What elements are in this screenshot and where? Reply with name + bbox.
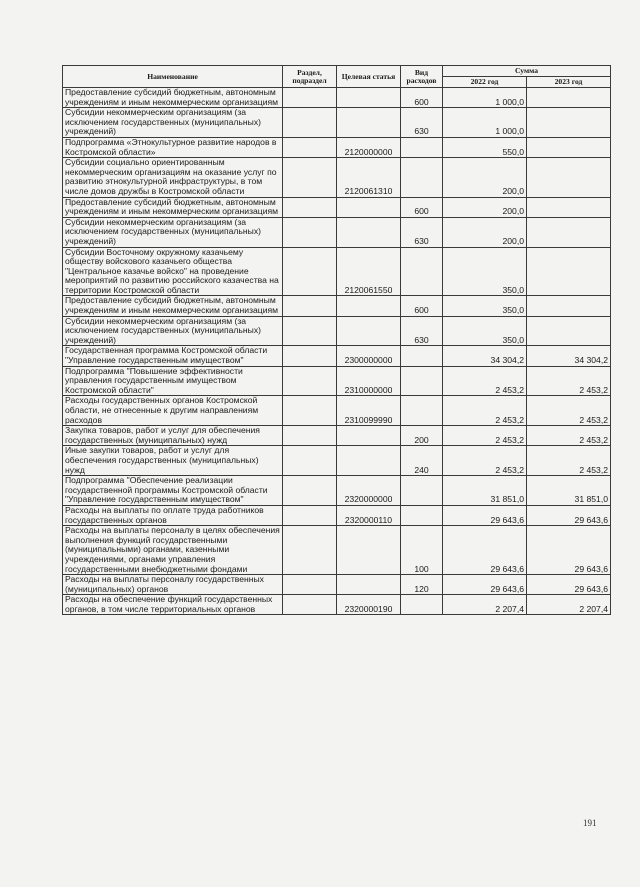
cell-sum-2022: 350,0 <box>443 316 527 346</box>
cell-type: 600 <box>401 296 443 316</box>
table-row <box>63 137 611 157</box>
cell-section <box>283 346 337 366</box>
cell-target <box>337 296 401 316</box>
cell-type: 240 <box>401 446 443 476</box>
header-type: Вид расходов <box>401 66 443 88</box>
table-row <box>63 446 611 476</box>
cell-section <box>283 426 337 446</box>
cell-type: 630 <box>401 108 443 138</box>
header-section: Раздел, подраздел <box>283 66 337 88</box>
cell-target <box>337 197 401 217</box>
table-row <box>63 575 611 595</box>
cell-name: Предоставление субсидий бюджетным, автономным учреждениям и иным некоммерческим организациям <box>63 296 283 316</box>
cell-name: Расходы на выплаты персоналу государственных (муниципальных) органов <box>63 575 283 595</box>
cell-name: Государственная программа Костромской области "Управление государственным имуществом" <box>63 346 283 366</box>
cell-type <box>401 505 443 525</box>
cell-section <box>283 526 337 575</box>
header-target: Целевая статья <box>337 66 401 88</box>
table-row <box>63 595 611 615</box>
cell-sum-2023: 2 453,2 <box>527 446 611 476</box>
cell-sum-2022: 1 000,0 <box>443 108 527 138</box>
cell-sum-2023: 29 643,6 <box>527 505 611 525</box>
cell-sum-2023 <box>527 158 611 197</box>
table-row <box>63 197 611 217</box>
cell-sum-2023: 2 453,2 <box>527 366 611 396</box>
cell-sum-2023: 29 643,6 <box>527 575 611 595</box>
cell-sum-2022: 29 643,6 <box>443 526 527 575</box>
page-number: 191 <box>583 818 597 828</box>
cell-target: 2320000000 <box>337 476 401 506</box>
cell-sum-2023 <box>527 296 611 316</box>
cell-section <box>283 158 337 197</box>
cell-sum-2023 <box>527 108 611 138</box>
cell-target: 2120061310 <box>337 158 401 197</box>
cell-target <box>337 316 401 346</box>
cell-sum-2023 <box>527 217 611 247</box>
cell-type: 600 <box>401 88 443 108</box>
cell-section <box>283 575 337 595</box>
table-row <box>63 476 611 506</box>
cell-name: Расходы на выплаты персоналу в целях обеспечения выполнения функций государственными (муниципальными) органами, казенными учреждениями, органами управления государственными внебюджетными фондами <box>63 526 283 575</box>
cell-target <box>337 217 401 247</box>
cell-target <box>337 426 401 446</box>
cell-sum-2022: 29 643,6 <box>443 575 527 595</box>
table-row <box>63 108 611 138</box>
cell-name: Субсидии социально ориентированным некоммерческим организациям на оказание услуг по развитию этнокультурной инфраструктуры, в том числе домов дружбы в Костромской области <box>63 158 283 197</box>
cell-target: 2310000000 <box>337 366 401 396</box>
cell-sum-2023: 31 851,0 <box>527 476 611 506</box>
cell-type <box>401 396 443 426</box>
cell-section <box>283 247 337 296</box>
table-row <box>63 247 611 296</box>
cell-sum-2023: 29 643,6 <box>527 526 611 575</box>
cell-sum-2023 <box>527 137 611 157</box>
cell-sum-2022: 29 643,6 <box>443 505 527 525</box>
cell-sum-2022: 2 453,2 <box>443 446 527 476</box>
table-row <box>63 296 611 316</box>
header-year-2022: 2022 год <box>443 77 527 88</box>
cell-name: Подпрограмма "Повышение эффективности управления государственным имуществом Костромской области" <box>63 366 283 396</box>
table-row <box>63 505 611 525</box>
cell-sum-2022: 550,0 <box>443 137 527 157</box>
cell-sum-2022: 2 453,2 <box>443 396 527 426</box>
table-row <box>63 426 611 446</box>
cell-type: 630 <box>401 316 443 346</box>
cell-section <box>283 446 337 476</box>
cell-sum-2023 <box>527 197 611 217</box>
cell-section <box>283 476 337 506</box>
cell-type <box>401 366 443 396</box>
cell-sum-2022: 2 453,2 <box>443 366 527 396</box>
cell-sum-2022: 2 207,4 <box>443 595 527 615</box>
cell-section <box>283 366 337 396</box>
cell-target: 2310099990 <box>337 396 401 426</box>
cell-sum-2022: 1 000,0 <box>443 88 527 108</box>
cell-type: 100 <box>401 526 443 575</box>
cell-target: 2120061550 <box>337 247 401 296</box>
cell-sum-2023 <box>527 316 611 346</box>
cell-target <box>337 575 401 595</box>
cell-name: Расходы на выплаты по оплате труда работников государственных органов <box>63 505 283 525</box>
table-row <box>63 366 611 396</box>
cell-type <box>401 476 443 506</box>
cell-sum-2023 <box>527 88 611 108</box>
cell-sum-2022: 350,0 <box>443 247 527 296</box>
cell-sum-2023 <box>527 247 611 296</box>
cell-target <box>337 526 401 575</box>
cell-sum-2022: 200,0 <box>443 158 527 197</box>
cell-name: Расходы государственных органов Костромской области, не отнесенные к другим направлениям расходов <box>63 396 283 426</box>
cell-type: 630 <box>401 217 443 247</box>
cell-target <box>337 446 401 476</box>
cell-sum-2022: 34 304,2 <box>443 346 527 366</box>
cell-name: Расходы на обеспечение функций государственных органов, в том числе территориальных органов <box>63 595 283 615</box>
cell-name: Предоставление субсидий бюджетным, автономным учреждениям и иным некоммерческим организациям <box>63 197 283 217</box>
cell-sum-2022: 350,0 <box>443 296 527 316</box>
cell-section <box>283 296 337 316</box>
cell-name: Субсидии некоммерческим организациям (за исключением государственных (муниципальных) учреждений) <box>63 108 283 138</box>
cell-sum-2023: 2 453,2 <box>527 396 611 426</box>
cell-target <box>337 108 401 138</box>
cell-sum-2022: 200,0 <box>443 217 527 247</box>
cell-type: 200 <box>401 426 443 446</box>
cell-sum-2023: 34 304,2 <box>527 346 611 366</box>
table-row <box>63 88 611 108</box>
cell-type <box>401 247 443 296</box>
cell-section <box>283 88 337 108</box>
cell-target: 2320000110 <box>337 505 401 525</box>
table-row <box>63 158 611 197</box>
table-row <box>63 396 611 426</box>
table-row <box>63 316 611 346</box>
cell-name: Субсидии Восточному окружному казачьему обществу войскового казачьего общества "Центральное казачье войско" на проведение мероприятий по развитию российского казачества на территории Костромской области <box>63 247 283 296</box>
cell-name: Закупка товаров, работ и услуг для обеспечения государственных (муниципальных) нужд <box>63 426 283 446</box>
budget-table <box>62 65 611 615</box>
header-year-2023: 2023 год <box>527 77 611 88</box>
cell-type <box>401 137 443 157</box>
cell-section <box>283 505 337 525</box>
cell-section <box>283 197 337 217</box>
cell-section <box>283 396 337 426</box>
cell-section <box>283 137 337 157</box>
cell-sum-2022: 200,0 <box>443 197 527 217</box>
cell-name: Субсидии некоммерческим организациям (за исключением государственных (муниципальных) учреждений) <box>63 217 283 247</box>
cell-section <box>283 108 337 138</box>
cell-target: 2120000000 <box>337 137 401 157</box>
cell-type: 600 <box>401 197 443 217</box>
cell-name: Подпрограмма «Этнокультурное развитие народов в Костромской области» <box>63 137 283 157</box>
cell-section <box>283 217 337 247</box>
cell-type: 120 <box>401 575 443 595</box>
cell-target: 2320000190 <box>337 595 401 615</box>
cell-name: Иные закупки товаров, работ и услуг для обеспечения государственных (муниципальных) нужд <box>63 446 283 476</box>
cell-type <box>401 158 443 197</box>
cell-type <box>401 346 443 366</box>
header-name: Наименование <box>63 66 283 88</box>
cell-sum-2022: 2 453,2 <box>443 426 527 446</box>
cell-section <box>283 316 337 346</box>
cell-sum-2023: 2 207,4 <box>527 595 611 615</box>
cell-section <box>283 595 337 615</box>
cell-name: Предоставление субсидий бюджетным, автономным учреждениям и иным некоммерческим организациям <box>63 88 283 108</box>
cell-sum-2023: 2 453,2 <box>527 426 611 446</box>
header-sum: Сумма <box>443 66 611 77</box>
table-row <box>63 217 611 247</box>
table-row <box>63 526 611 575</box>
cell-sum-2022: 31 851,0 <box>443 476 527 506</box>
cell-target: 2300000000 <box>337 346 401 366</box>
table-row <box>63 346 611 366</box>
cell-target <box>337 88 401 108</box>
cell-type <box>401 595 443 615</box>
cell-name: Субсидии некоммерческим организациям (за исключением государственных (муниципальных) учреждений) <box>63 316 283 346</box>
cell-name: Подпрограмма "Обеспечение реализации государственной программы Костромской области "Управление государственным имуществом" <box>63 476 283 506</box>
